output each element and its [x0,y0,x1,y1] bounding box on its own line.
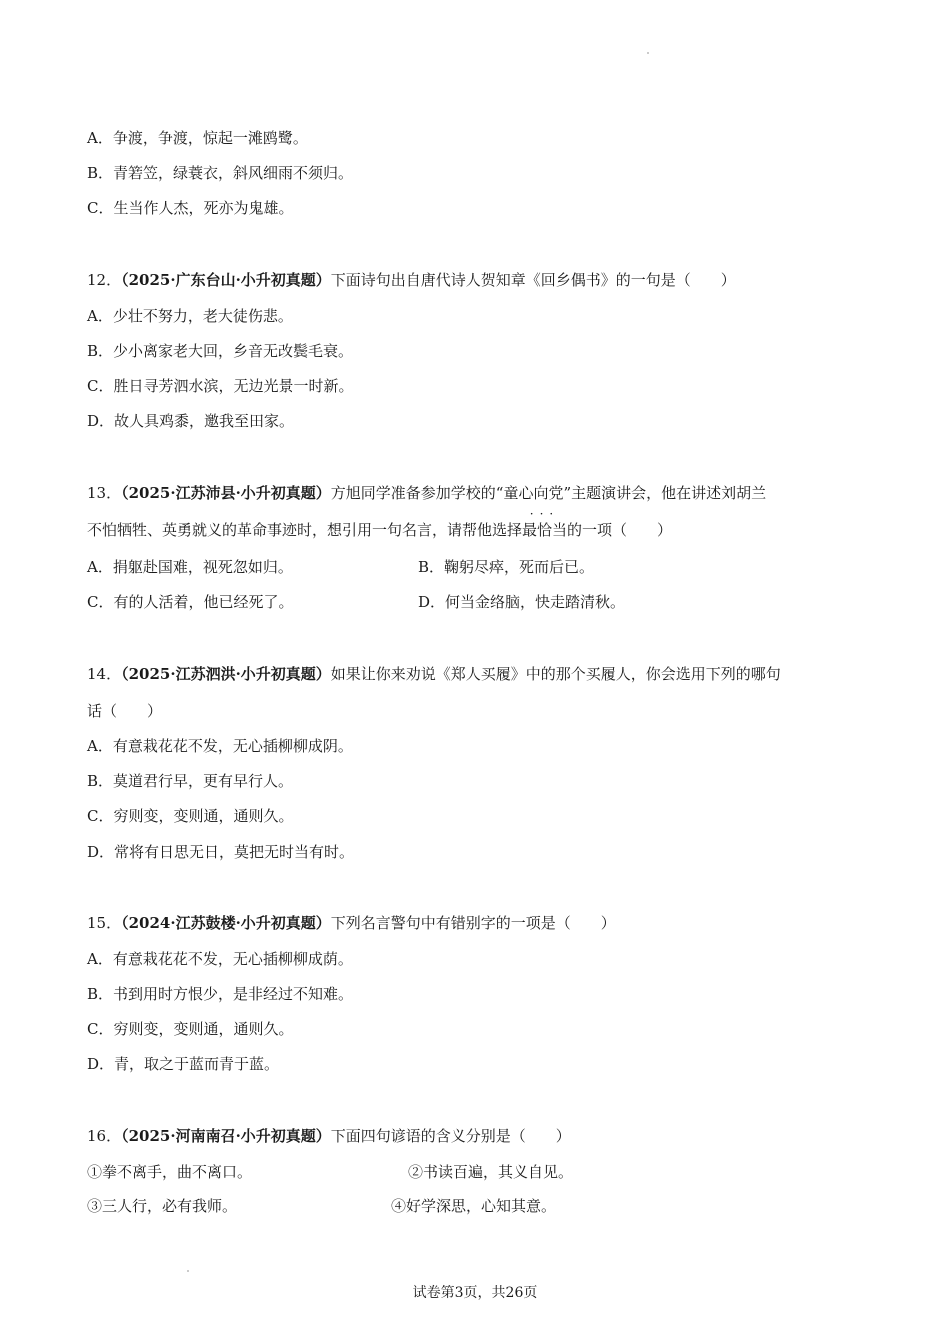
q14-stem-line1 [87,664,781,684]
q16-item-2: ②书读百遍，其义自见。 [408,1163,574,1181]
q16-source: （2025·河南南召·小升初真题） [121,1127,331,1145]
q13-option-a: A．捐躯赴国难，视死忽如归。 [87,558,293,576]
q14-stem-text-1: 如果让你来劝说《郑人买履》中的那个买履人，你会选用下列的哪句 [330,665,781,683]
q15-option-b: B．书到用时方恨少，是非经过不知难。 [87,985,354,1003]
q14-stem-line2: 话（ ） [87,702,163,720]
q14-option-c: C．穷则变，变则通，通则久。 [87,807,294,825]
q14-source: （2025·江苏泗洪·小升初真题） [121,665,331,683]
q13-emphasis-text: 最恰当 [522,521,568,539]
q12-number: 12． [87,271,122,289]
q15-number: 15． [87,914,122,932]
q16-item-4: ④好学深思，心知其意。 [391,1197,557,1215]
q11-option-c: C．生当作人杰，死亦为鬼雄。 [87,199,294,217]
q13-number: 13． [87,484,122,502]
scan-speck [647,52,649,54]
q11-option-a: A．争渡，争渡，惊起一滩鸥鹭。 [87,129,308,147]
q15-option-d: D．青，取之于蓝而青于蓝。 [87,1055,280,1073]
q13-option-b: B．鞠躬尽瘁，死而后已。 [418,558,595,576]
q12-stem-text: 下面诗句出自唐代诗人贺知章《回乡偶书》的一句是（ ） [330,271,736,289]
q12-option-c: C．胜日寻芳泗水滨，无边光景一时新。 [87,377,354,395]
q12-option-b: B．少小离家老大回，乡音无改鬓毛衰。 [87,342,354,360]
q16-stem [87,1126,571,1146]
q14-option-d: D．常将有日思无日，莫把无时当有时。 [87,843,355,861]
q13-stem-line1 [87,483,766,503]
q12-option-d: D．故人具鸡黍，邀我至田家。 [87,412,295,430]
q13-stem-text-3: 的一项（ ） [567,521,673,539]
q16-item-1: ①拳不离手，曲不离口。 [87,1163,253,1181]
q16-item-3: ③三人行，必有我师。 [87,1197,238,1215]
q13-stem-text-2: 不怕牺牲、英勇就义的革命事迹时，想引用一句名言，请帮他选择 [87,521,523,539]
q12-source: （2025·广东台山·小升初真题） [121,271,331,289]
scan-speck [187,1270,189,1272]
q15-option-c: C．穷则变，变则通，通则久。 [87,1020,294,1038]
q13-stem-line2 [87,507,673,540]
q13-source: （2025·江苏沛县·小升初真题） [121,484,331,502]
q15-source: （2024·江苏鼓楼·小升初真题） [121,914,331,932]
q16-stem-text: 下面四句谚语的含义分别是（ ） [330,1127,571,1145]
q13-stem-text-1: 方旭同学准备参加学校的“童心向党”主题演讲会，他在讲述刘胡兰 [330,484,767,502]
page-footer: 试卷第3页，共26页 [412,1285,538,1301]
q16-number: 16． [87,1127,122,1145]
q15-stem [87,913,616,933]
emphasis-dots: ··· [529,507,560,521]
q13-option-c: C．有的人活着，他已经死了。 [87,593,294,611]
q11-option-b: B．青箬笠，绿蓑衣，斜风细雨不须归。 [87,164,354,182]
q13-emphasis [522,507,568,539]
q12-stem [87,270,736,290]
q15-stem-text: 下列名言警句中有错别字的一项是（ ） [330,914,616,932]
q14-option-b: B．莫道君行早，更有早行人。 [87,772,294,790]
q15-option-a: A．有意栽花花不发，无心插柳柳成荫。 [87,950,353,968]
q13-option-d: D．何当金络脑，快走踏清秋。 [418,593,626,611]
q14-option-a: A．有意栽花花不发，无心插柳柳成阴。 [87,737,353,755]
q14-number: 14． [87,665,122,683]
q12-option-a: A．少壮不努力，老大徒伤悲。 [87,307,293,325]
